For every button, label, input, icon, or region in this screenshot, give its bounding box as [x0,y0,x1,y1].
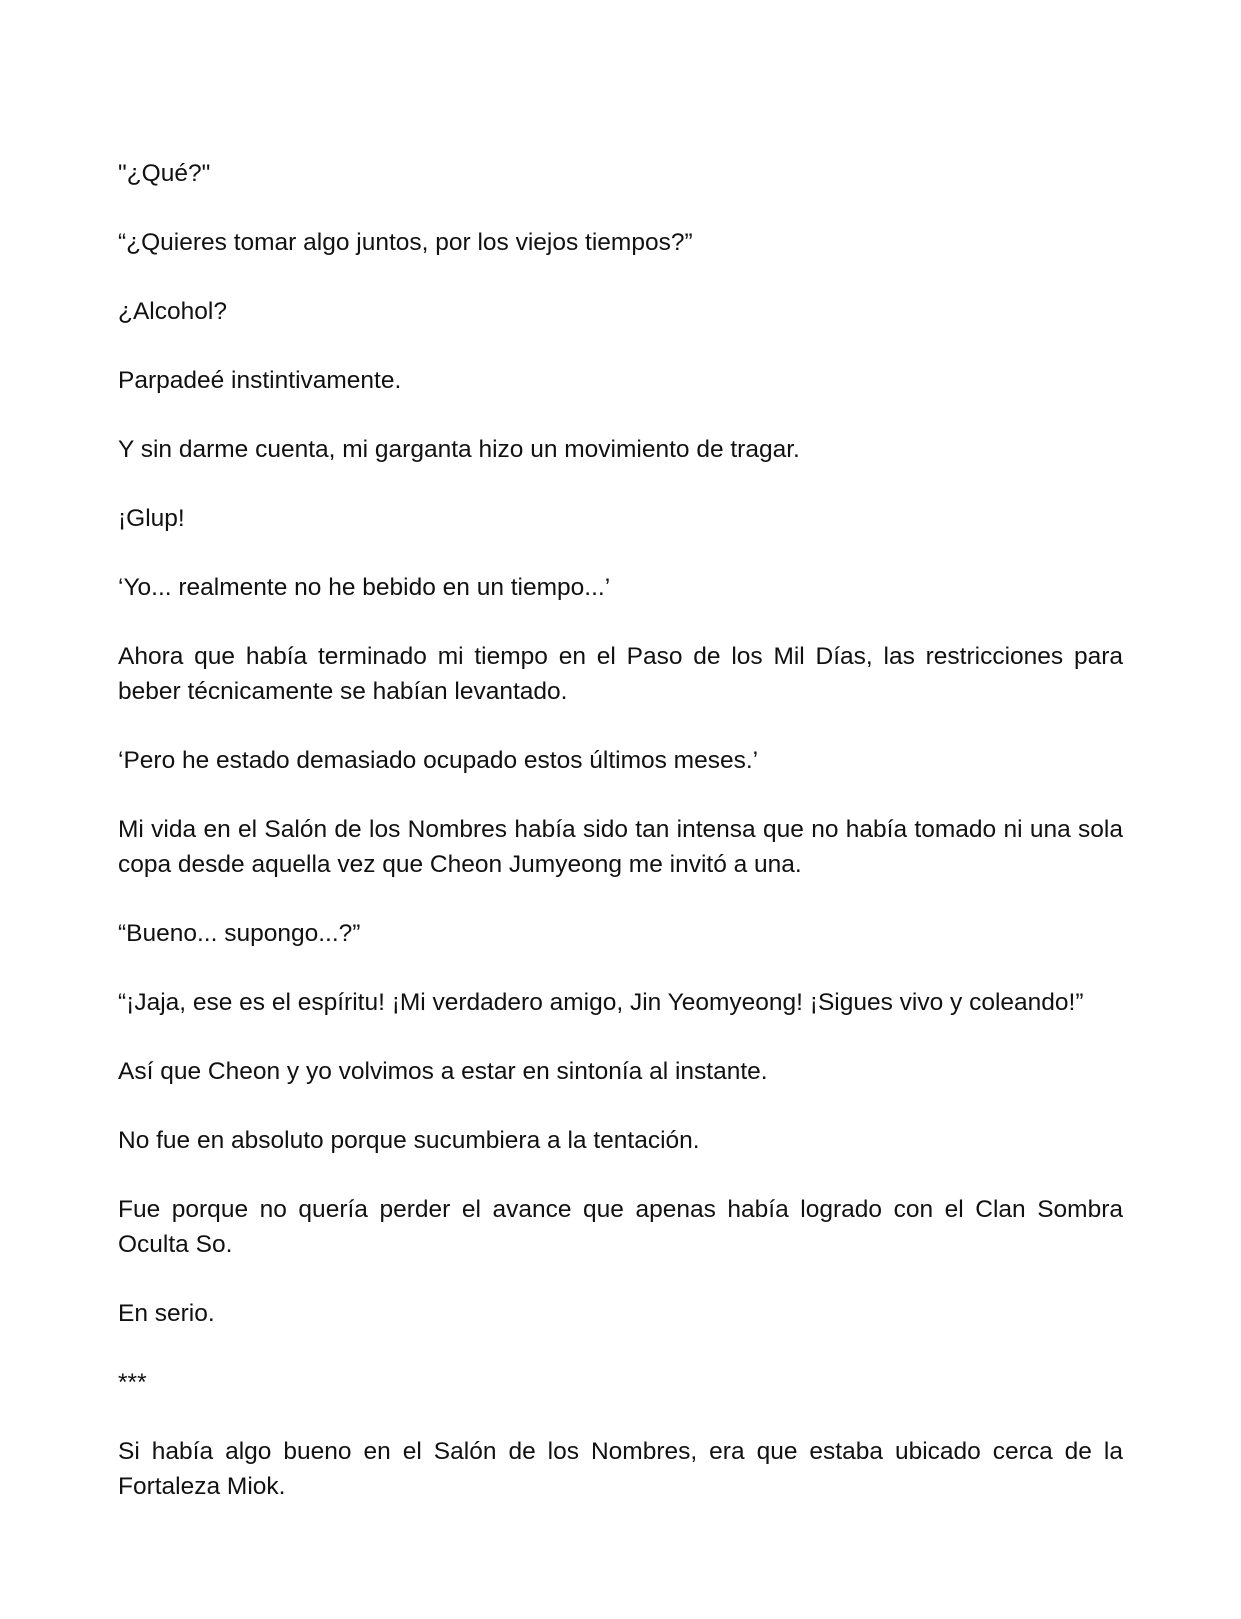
paragraph-blink: Parpadeé instintivamente. [118,367,402,394]
paragraph-temptation: No fue en absoluto porque sucumbiera a la tentación. [118,1127,700,1154]
paragraph-busy: ‘Pero he estado demasiado ocupado estos últimos meses.’ [118,747,759,774]
paragraph-glup: ¡Glup! [118,505,185,532]
paragraph-fortress: Si había algo bueno en el Salón de los Nombres, era que estaba ubicado cerca de la Fortaleza Miok. [118,1438,1123,1500]
paragraph-seriously: En serio. [118,1300,215,1327]
paragraph-not-drunk: ‘Yo... realmente no he bebido en un tiempo...’ [118,574,611,601]
scene-break: *** [118,1369,147,1396]
paragraph-spirit: “¡Jaja, ese es el espíritu! ¡Mi verdadero amigo, Jin Yeomyeong! ¡Sigues vivo y coleando!” [118,989,1084,1016]
paragraph-life-hall: Mi vida en el Salón de los Nombres había sido tan intensa que no había tomado ni una sola copa desde aquella vez que Cheon Jumyeong me invitó a una. [118,816,1123,878]
paragraph-swallow: Y sin darme cuenta, mi garganta hizo un movimiento de tragar. [118,436,800,463]
paragraph-sync: Así que Cheon y yo volvimos a estar en sintonía al instante. [118,1058,768,1085]
paragraph-que: "¿Qué?" [118,160,211,187]
paragraph-progress: Fue porque no quería perder el avance que apenas había logrado con el Clan Sombra Oculta So. [118,1196,1123,1258]
document-body [118,156,1123,1504]
paragraph-restrictions: Ahora que había terminado mi tiempo en el Paso de los Mil Días, las restricciones para beber técnicamente se habían levantado. [118,643,1123,705]
paragraph-invitation: “¿Quieres tomar algo juntos, por los viejos tiempos?” [118,229,693,256]
paragraph-alcohol: ¿Alcohol? [118,298,227,325]
paragraph-i-guess: “Bueno... supongo...?” [118,920,361,947]
